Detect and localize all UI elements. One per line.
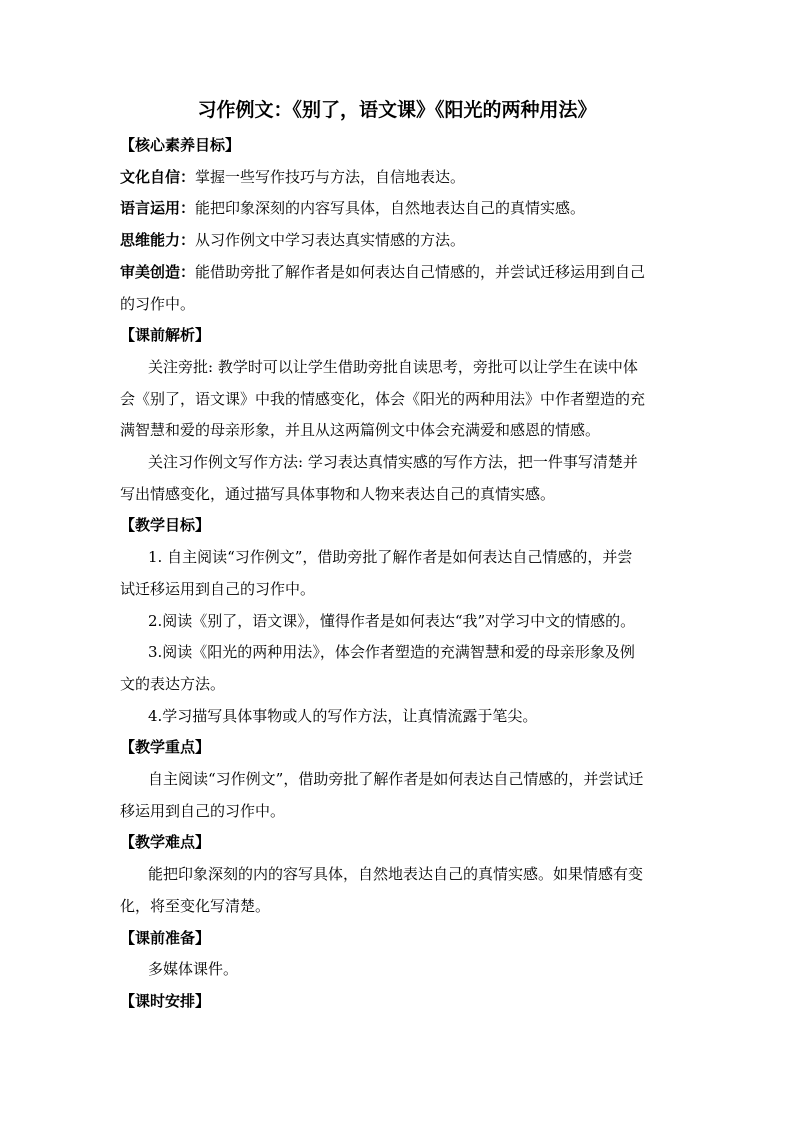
teaching-goal-line: 4.学习描写具体事物或人的写作方法，让真情流露于笔尖。 [148,706,538,725]
core-goal-label: 思维能力： [120,231,196,250]
core-goal-text: 能把印象深刻的内容写具体，自然地表达自己的真情实感。 [195,199,586,218]
core-goal-item [120,193,675,225]
core-goal-text: 从习作例文中学习表达真实情感的方法。 [195,231,466,250]
document-body [120,130,675,1018]
section-heading-pre-analysis: 【课前解析】 [120,326,211,345]
section-heading-difficulties: 【教学难点】 [120,833,211,852]
section-heading-teaching-goals: 【教学目标】 [120,516,211,535]
teaching-goal-line: 3.阅读《阳光的两种用法》，体会作者塑造的充满智慧和爱的母亲形象及例 [148,643,635,662]
core-goal-text: 掌握一些写作技巧与方法，自信地表达。 [195,167,466,186]
pre-analysis-line: 会《别了，语文课》中我的情感变化，体会《阳光的两种用法》中作者塑造的充 [120,389,646,408]
pre-analysis-line: 满智慧和爱的母亲形象，并且从这两篇例文中体会充满爱和感恩的情感。 [120,421,601,440]
preparation-line: 多媒体课件。 [148,960,239,979]
core-goal-label: 审美创造： [120,262,196,281]
core-goal-text: 能借助旁批了解作者是如何表达自己情感的，并尝试迁移运用到自己 [195,262,646,281]
teaching-goal-line: 2.阅读《别了，语文课》，懂得作者是如何表达“我”对学习中文的情感的。 [148,611,636,630]
key-point-line: 自主阅读“习作例文”，借助旁批了解作者是如何表达自己情感的，并尝试迁 [148,770,644,789]
pre-analysis-line: 关注旁批: 教学时可以让学生借助旁批自读思考，旁批可以让学生在读中体 [148,357,638,376]
section-heading-core-goals: 【核心素养目标】 [120,136,241,154]
core-goal-label: 语言运用： [120,199,196,218]
section-heading-key-points: 【教学重点】 [120,738,211,757]
document-title: 习作例文：《别了，语文课》《阳光的两种用法》 [197,99,597,121]
pre-analysis-line: 关注习作例文写作方法: 学习表达真情实感的写作方法，把一件事写清楚并 [148,453,638,472]
key-point-line: 移运用到自己的习作中。 [120,801,286,820]
teaching-goal-line: 试迁移运用到自己的习作中。 [120,579,316,598]
core-goal-label: 文化自信： [120,167,196,186]
core-goal-continuation: 的习作中。 [120,294,196,313]
difficulty-line: 能把印象深刻的内的容写具体，自然地表达自己的真情实感。如果情感有变 [148,865,644,884]
teaching-goal-line: 文的表达方法。 [120,674,226,693]
pre-analysis-line: 写出情感变化，通过描写具体事物和人物来表达自己的真情实感。 [120,484,556,503]
section-heading-schedule: 【课时安排】 [120,991,211,1010]
difficulty-line: 化，将至变化写清楚。 [120,896,271,915]
core-goal-item [120,162,675,194]
section-heading-preparation: 【课前准备】 [120,928,211,947]
core-goal-item [120,225,675,257]
core-goal-item [120,257,675,289]
teaching-goal-line: 1. 自主阅读“习作例文”，借助旁批了解作者是如何表达自己情感的，并尝 [148,548,633,567]
